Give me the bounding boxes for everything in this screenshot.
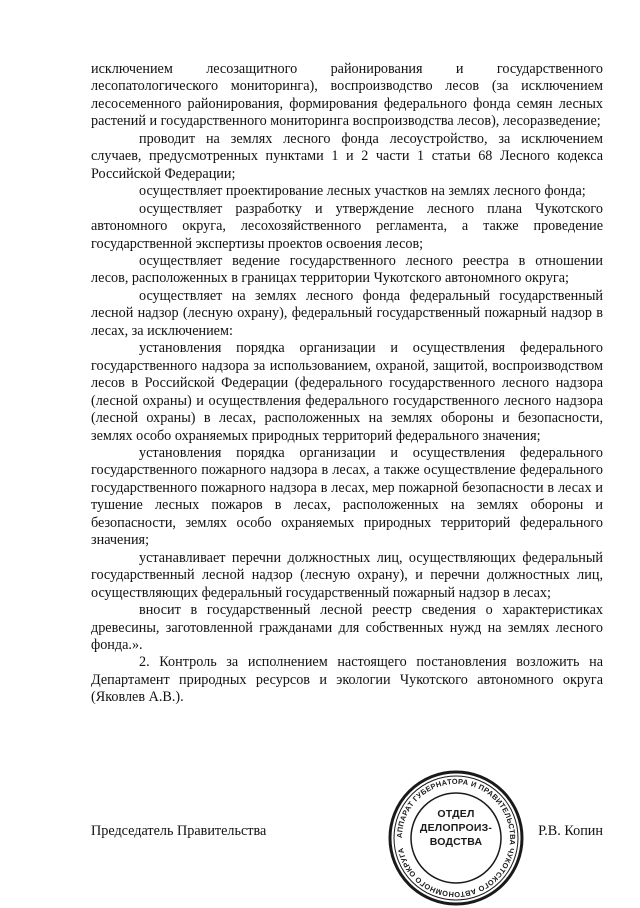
stamp-line-3: ВОДСТВА (429, 836, 483, 848)
paragraph-0: исключением лесозащитного районирования и государственного лесопатологического мониторинга), воспроизводство лесов (за исключением лесосеменного районирования, формирования федерального фонда семян лесных растений и государственного мониторинга воспроизводства лесов), лесоразведение; (91, 61, 603, 130)
signatory-title: Председатель Правительства (91, 823, 267, 839)
signature-block (91, 823, 603, 843)
stamp-center-text (414, 807, 498, 849)
paragraph-9: вносит в государственный лесной реестр сведения о характеристиках древесины, заготовленной гражданами для собственных нужд на землях лесного фонда.». (91, 602, 603, 653)
paragraph-1: проводит на землях лесного фонда лесоустройство, за исключением случаев, предусмотренных пунктами 1 и 2 части 1 статьи 68 Лесного кодекса Российской Федерации; (91, 130, 603, 182)
official-stamp (386, 768, 526, 908)
stamp-line-2: ДЕЛОПРОИЗ- (419, 822, 493, 834)
paragraph-3: осуществляет разработку и утверждение лесного плана Чукотского автономного округа, лесохозяйственного регламента, а также проведение государственной экспертизы проектов освоения лесов; (91, 200, 603, 252)
paragraph-5: осуществляет на землях лесного фонда федеральный государственный лесной надзор (лесную охрану), федеральный государственный пожарный надзор в лесах, за исключением: (91, 287, 603, 339)
document-body (91, 61, 603, 707)
paragraph-2: осуществляет проектирование лесных участков на землях лесного фонда; (139, 183, 586, 200)
signatory-name: Р.В. Копин (538, 823, 603, 839)
paragraph-10: 2. Контроль за исполнением настоящего постановления возложить на Департамент природных ресурсов и экологии Чукотского автономного округа (Яковлев А.В.). (91, 654, 603, 706)
stamp-ring-text: АППАРАТ ГУБЕРНАТОРА И ПРАВИТЕЛЬСТВА ЧУКОТСКОГО АВТОНОМНОГО ОКРУГА (394, 776, 518, 900)
paragraph-8: устанавливает перечни должностных лиц, осуществляющих федеральный государственный лесной надзор (лесную охрану), и перечни должностных лиц, осуществляющих федеральный государственный пожарный надзор в лесах; (91, 549, 603, 601)
paragraph-7: установления порядка организации и осуществления федерального государственного пожарного надзора в лесах, а также осуществление федерального государственного пожарного надзора в лесах, мер пожарной безопасности в лесах и тушение лесных пожаров в лесах, расположенных на землях обороны и безопасности, землях особо охраняемых природных территорий федерального значения; (91, 444, 603, 549)
stamp-line-1: ОТДЕЛ (437, 808, 475, 820)
paragraph-4: осуществляет ведение государственного лесного реестра в отношении лесов, расположенных в границах территории Чукотского автономного округа; (91, 252, 603, 287)
paragraph-6: установления порядка организации и осуществления федерального государственного надзора за использованием, охраной, защитой, воспроизводством лесов в Российской Федерации (федерального государственного лесного надзора (лесной охраны) и осуществления федерального государственного лесного надзора (лесной охраны) в лесах, расположенных на землях обороны и безопасности, землях особо охраняемых природных территорий федерального значения; (91, 340, 603, 444)
